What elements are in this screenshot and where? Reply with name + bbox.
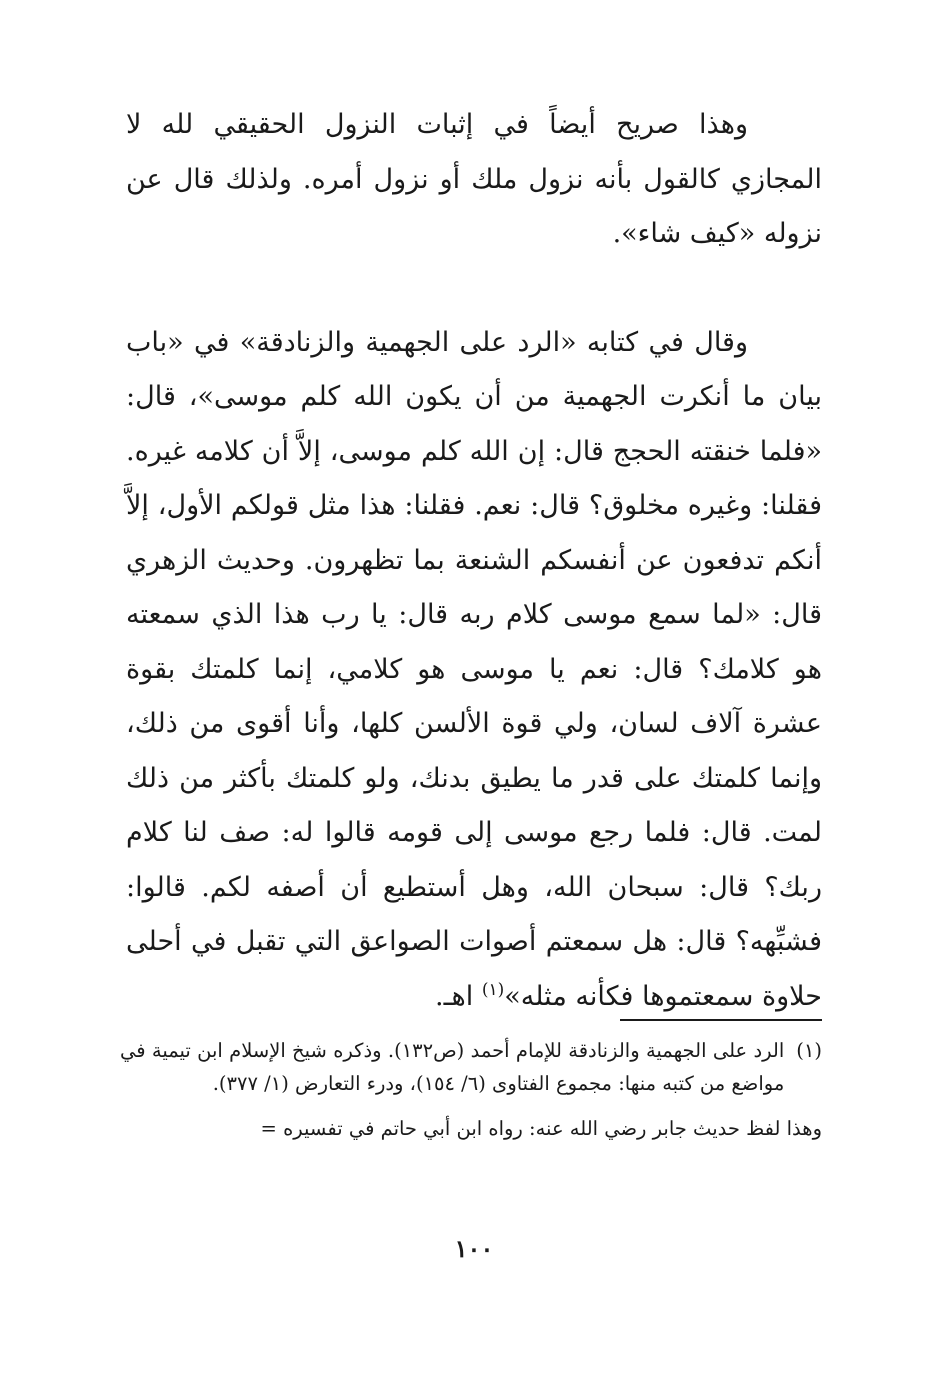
paragraph-1	[126, 98, 822, 262]
footnote-reference[interactable]: (١)	[481, 979, 505, 1000]
paragraph-2	[126, 316, 822, 1025]
footnote-1	[120, 1034, 822, 1100]
footnotes-section	[120, 1034, 822, 1145]
footnote-1-number: (١)	[796, 1039, 822, 1062]
main-text	[126, 98, 822, 1024]
paragraph-2-ending: اهـ.	[435, 980, 482, 1012]
paragraph-2-text: وقال في كتابه «الرد على الجهمية والزنادقة» في «باب بيان ما أنكرت الجهمية من أن يكون الله كلم موسى»، قال: «فلما خنقته الحجج قال: إن الله كلم موسى، إلاَّ أن كلامه غيره. فقلنا: وغيره مخلوق؟ قال: نعم. فقلنا: هذا مثل قولكم الأول، إلاَّ أنكم تدفعون عن أنفسكم الشنعة بما تظهرون. وحديث الزهري قال: «لما سمع موسى كلام ربه قال: يا رب هذا الذي سمعته هو كلامك؟ قال: نعم يا موسى هو كلامي، إنما كلمتك بقوة عشرة آلاف لسان، ولي قوة الألسن كلها، وأنا أقوى من ذلك، وإنما كلمتك على قدر ما يطيق بدنك، ولو كلمتك بأكثر من ذلك لمت. قال: فلما رجع موسى إلى قومه قالوا له: صف لنا كلام ربك؟ قال: سبحان الله، وهل أستطيع أن أصفه لكم. قالوا: فشبِّهه؟ قال: هل سمعتم أصوات الصواعق التي تقبل في أحلى حلاوة سمعتموها فكأنه مثله»	[126, 326, 822, 1012]
footnote-continuation: وهذا لفظ حديث جابر رضي الله عنه: رواه ابن أبي حاتم في تفسيره =	[260, 1117, 822, 1140]
page-number: ١٠٠	[454, 1234, 494, 1263]
footnote-1-text: الرد على الجهمية والزنادقة للإمام أحمد (ص١٣٢). وذكره شيخ الإسلام ابن تيمية في مواضع من كتبه منها: مجموع الفتاوى (٦/ ١٥٤)، ودرء التعارض (١/ ٣٧٧).	[120, 1039, 785, 1095]
paragraph-1-text: وهذا صريح أيضاً في إثبات النزول الحقيقي لله لا المجازي كالقول بأنه نزول ملك أو نزول أمره. ولذلك قال عن نزوله «كيف شاء».	[126, 109, 822, 249]
footnote-divider	[620, 1019, 822, 1021]
